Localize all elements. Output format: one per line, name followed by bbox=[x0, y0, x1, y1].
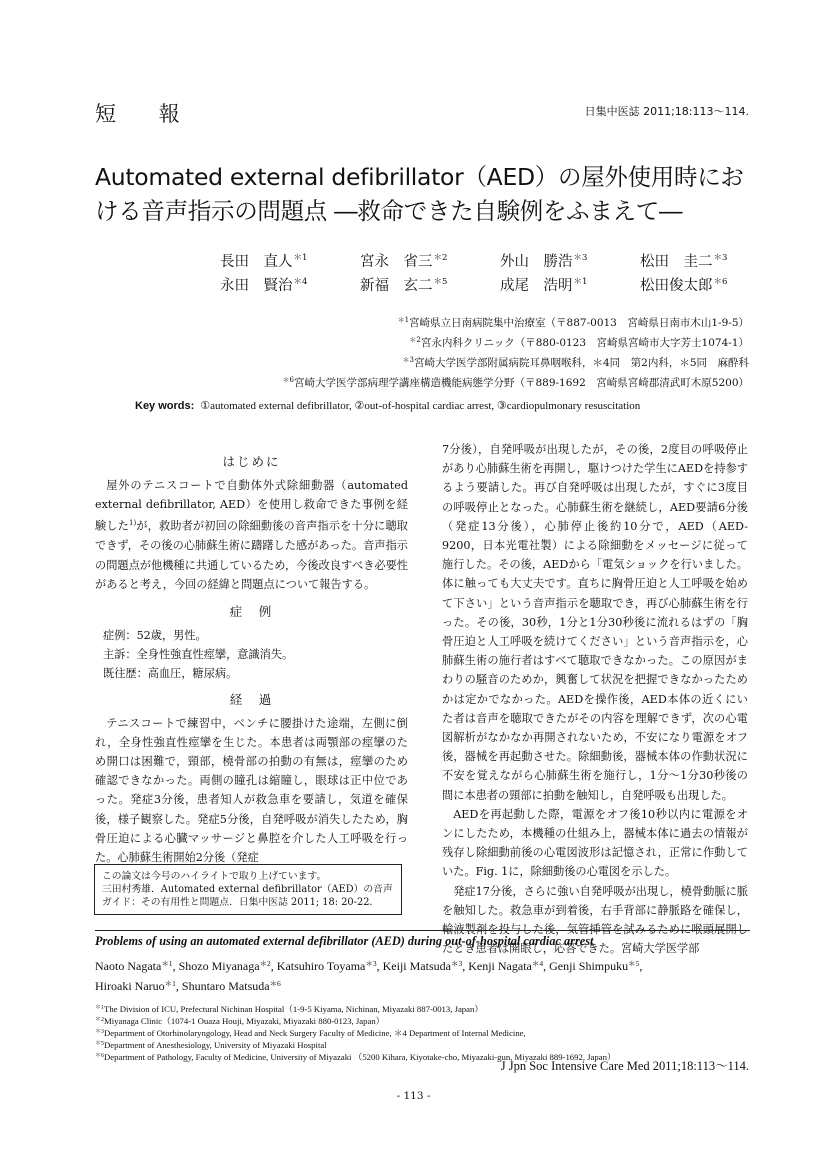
course-paragraph: AEDを再起動した際，電源をオフ後10秒以内に電源をオンにしたため，本機種の仕組み上，器械本体に過去の情報が残存し除細動前後の心電図波形は記憶され，正常に作動していた。Fig. 1に，除細動後の心電図を示した。 bbox=[442, 807, 748, 879]
author-name: 成尾 浩明$^{*1}$ bbox=[500, 277, 588, 294]
case-line: 症例：52歳，男性。 bbox=[103, 628, 207, 642]
case-heading: 症 例 bbox=[229, 603, 274, 619]
case-line: 主訴：全身性強直性痙攣，意識消失。 bbox=[103, 648, 294, 662]
affiliation-line: $^{*2}$Miyanaga Clinic（1074-1 Ouaza Houji, Miyazaki, Miyazaki 880-0123, Japan） bbox=[95, 1016, 385, 1026]
affiliation-line: $^{*2}$宮永内科クリニック（〒880-0123 宮崎県宮崎市大字芳士1074-1） bbox=[409, 336, 749, 349]
author-name: Shuntaro Matsuda$^{*6}$ bbox=[181, 979, 281, 993]
affiliations bbox=[149, 312, 749, 392]
affiliation-line: $^{*6}$宮崎大学医学部病理学講座構造機能病態学分野（〒889-1692 宮崎県宮崎郡清武町木原5200） bbox=[282, 376, 749, 389]
english-affiliations bbox=[95, 1003, 750, 1063]
author-name: Katsuhiro Toyama$^{*3}$, bbox=[276, 959, 383, 973]
affiliation-line: $^{*5}$Department of Anesthesiology, University of Miyazaki Hospital bbox=[95, 1040, 327, 1050]
section-label: 短 報 bbox=[95, 102, 198, 126]
course-paragraph: テニスコートで練習中，ベンチに腰掛けた途端，左側に倒れ，全身性強直性痙攣を生じた。本患者は両顎部の痙攣のため開口は困難で，頸部，橈骨部の拍動の有無は，痙攣のため確認できなかった。両側の瞳孔は縮瞳し，眼球は正中位であった。発症3分後，患者知人が救急車を要請し，気道を確保後，様子観察した。発症5分後，自発呼吸が消失したため，胸骨圧迫による心臓マッサージと鼻腔を介した人工呼吸を行った。心肺蘇生術開始2分後（発症 bbox=[95, 716, 408, 864]
left-column bbox=[95, 448, 408, 867]
author-name: Shozo Miyanaga$^{*2}$, bbox=[178, 959, 277, 973]
keywords-label: Key words: bbox=[135, 400, 195, 412]
author-name: 永田 賢治$^{*4}$ bbox=[220, 277, 308, 294]
course-paragraph: 発症17分後，さらに強い自発呼吸が出現し，橈骨動脈に脈を触知した。救急車が到着後，右手背部に静脈路を確保し，輸液製剤を投与した後，気管挿管を試みるために喉頭展開したとき患者は開眼し，応答できた。宮崎大学医学部 bbox=[442, 884, 748, 956]
author-name: 松田 圭二$^{*3}$ bbox=[640, 253, 728, 270]
highlight-box bbox=[94, 864, 402, 915]
intro-heading: はじめに bbox=[222, 454, 281, 469]
english-title: Problems of using an automated external defibrillator (AED) during out-of-hospital cardiac arrest bbox=[95, 934, 594, 948]
english-abstract-header bbox=[95, 930, 750, 1063]
affiliation-line: $^{*3}$Department of Otorhinolaryngology, Head and Neck Surgery Faculty of Medicine, ＊4 Department of Internal Medicine, bbox=[95, 1028, 526, 1038]
author-name: Keiji Matsuda$^{*3}$, bbox=[382, 959, 469, 973]
affiliation-line: $^{*3}$宮崎大学医学部附属病院耳鼻咽喉科，＊4同 第2内科，＊5同 麻酔科 bbox=[402, 356, 749, 369]
author-name: Genji Shimpuku$^{*5}$, bbox=[549, 959, 643, 973]
author-name: Kenji Nagata$^{*4}$, bbox=[468, 959, 550, 973]
journal-footer: J Jpn Soc Intensive Care Med 2011;18:113～114. bbox=[500, 1059, 749, 1073]
intro-paragraph: 屋外のテニスコートで自動体外式除細動器（automated external defibrillator, AED）を使用し救命できた事例を経験した$^{1)}$が，救助者が初回の除細動後の音声指示を十分に聴取できず，その後の心肺蘇生術に躊躇した感があった。音声指示の問題点が他機種に共通しているため，今後改良すべき必要性があると考え，今回の経緯と問題点について報告する。 bbox=[95, 479, 408, 591]
english-authors bbox=[95, 955, 750, 995]
affiliation-line: $^{*1}$The Division of ICU, Prefectural Nichinan Hospital（1-9-5 Kiyama, Nichinan, Miyazaki 887-0013, Japan） bbox=[95, 1004, 484, 1014]
affiliation-line: $^{*6}$Department of Pathology, Faculty of Medicine, University of Miyazaki （5200 Kihara, Kiyotake-cho, Miyazaki-gun, Miyazaki 889-1692, Japan） bbox=[95, 1052, 616, 1062]
highlight-citation: 三田村秀雄．Automated external defibrillator（AED）の音声ガイド：その有用性と問題点．日集中医誌 2011; 18: 20-22. bbox=[102, 884, 393, 908]
right-column bbox=[442, 440, 748, 958]
case-line: 既往歴：高血圧，糖尿病。 bbox=[103, 667, 238, 681]
course-heading: 経 過 bbox=[229, 691, 274, 707]
author-name: 新福 玄二$^{*5}$ bbox=[360, 277, 448, 294]
course-paragraph-continued: 7分後），自発呼吸が出現したが，その後，2度目の呼吸停止があり心肺蘇生術を再開し，駆けつけた学生にAEDを持参するよう要請した。再び自発呼吸は出現したが，すぐに3度目の呼吸停止となった。心肺蘇生術を継続し，AED要請6分後（発症13分後），心肺停止後約10分で，AED（AED-9200，日本光電社製）による除細動をメッセージに従って施行した。その後，AEDから「電気ショックを行いました。体に触っても大丈夫です。直ちに胸骨圧迫と人工呼吸を始めて下さい」という音声指示を聴取でき，再び心肺蘇生術を行った。その後，30秒，1分と1分30秒後に流れるはずの「胸骨圧迫と人工呼吸を続けてください」という音声指示を，心肺蘇生術の施行者はすべて聴取できなかった。この原因がまわりの騒音のためか，興奮して状況を把握できなかったためかは定かでなかった。AEDを操作後，AED本体の近くにいた者は音声を聴取できたがその内容を理解できず，次の心電図解析がなかなか再開されないため，不安になり電源をオフ後，器械を再起動させた。除細動後，器械本体の作動状況に不安を覚えながら心肺蘇生術を施行し，1分～1分30秒後の間に本患者の頸部に拍動を触知し，自発呼吸も出現した。 bbox=[442, 443, 748, 802]
affiliation-line: $^{*1}$宮崎県立日南病院集中治療室（〒887-0013 宮崎県日南市木山1-9-5） bbox=[397, 316, 749, 329]
journal-reference: 日集中医誌 2011;18:113～114. bbox=[584, 105, 749, 118]
author-name: Naoto Nagata$^{*1}$, bbox=[95, 959, 179, 973]
highlight-note: この論文は今号のハイライトで取り上げています。 bbox=[102, 871, 327, 882]
author-name: 外山 勝浩$^{*3}$ bbox=[500, 253, 588, 270]
keywords bbox=[135, 399, 640, 412]
author-name: 長田 直人$^{*1}$ bbox=[220, 253, 308, 270]
reference-marker: 1) bbox=[128, 519, 137, 528]
author-name: 宮永 省三$^{*2}$ bbox=[360, 253, 448, 270]
author-name: Hiroaki Naruo$^{*1}$, bbox=[95, 979, 182, 993]
author-name: 松田俊太郎$^{*6}$ bbox=[640, 277, 728, 294]
page-number: - 113 - bbox=[396, 1090, 431, 1102]
keywords-text: ①automated external defibrillator, ②out-of-hospital cardiac arrest, ③cardiopulmonary resuscitation bbox=[200, 400, 641, 412]
article-title: Automated external defibrillator（AED）の屋外使用時における音声指示の問題点 ―救命できた自験例をふまえて― bbox=[95, 163, 744, 225]
